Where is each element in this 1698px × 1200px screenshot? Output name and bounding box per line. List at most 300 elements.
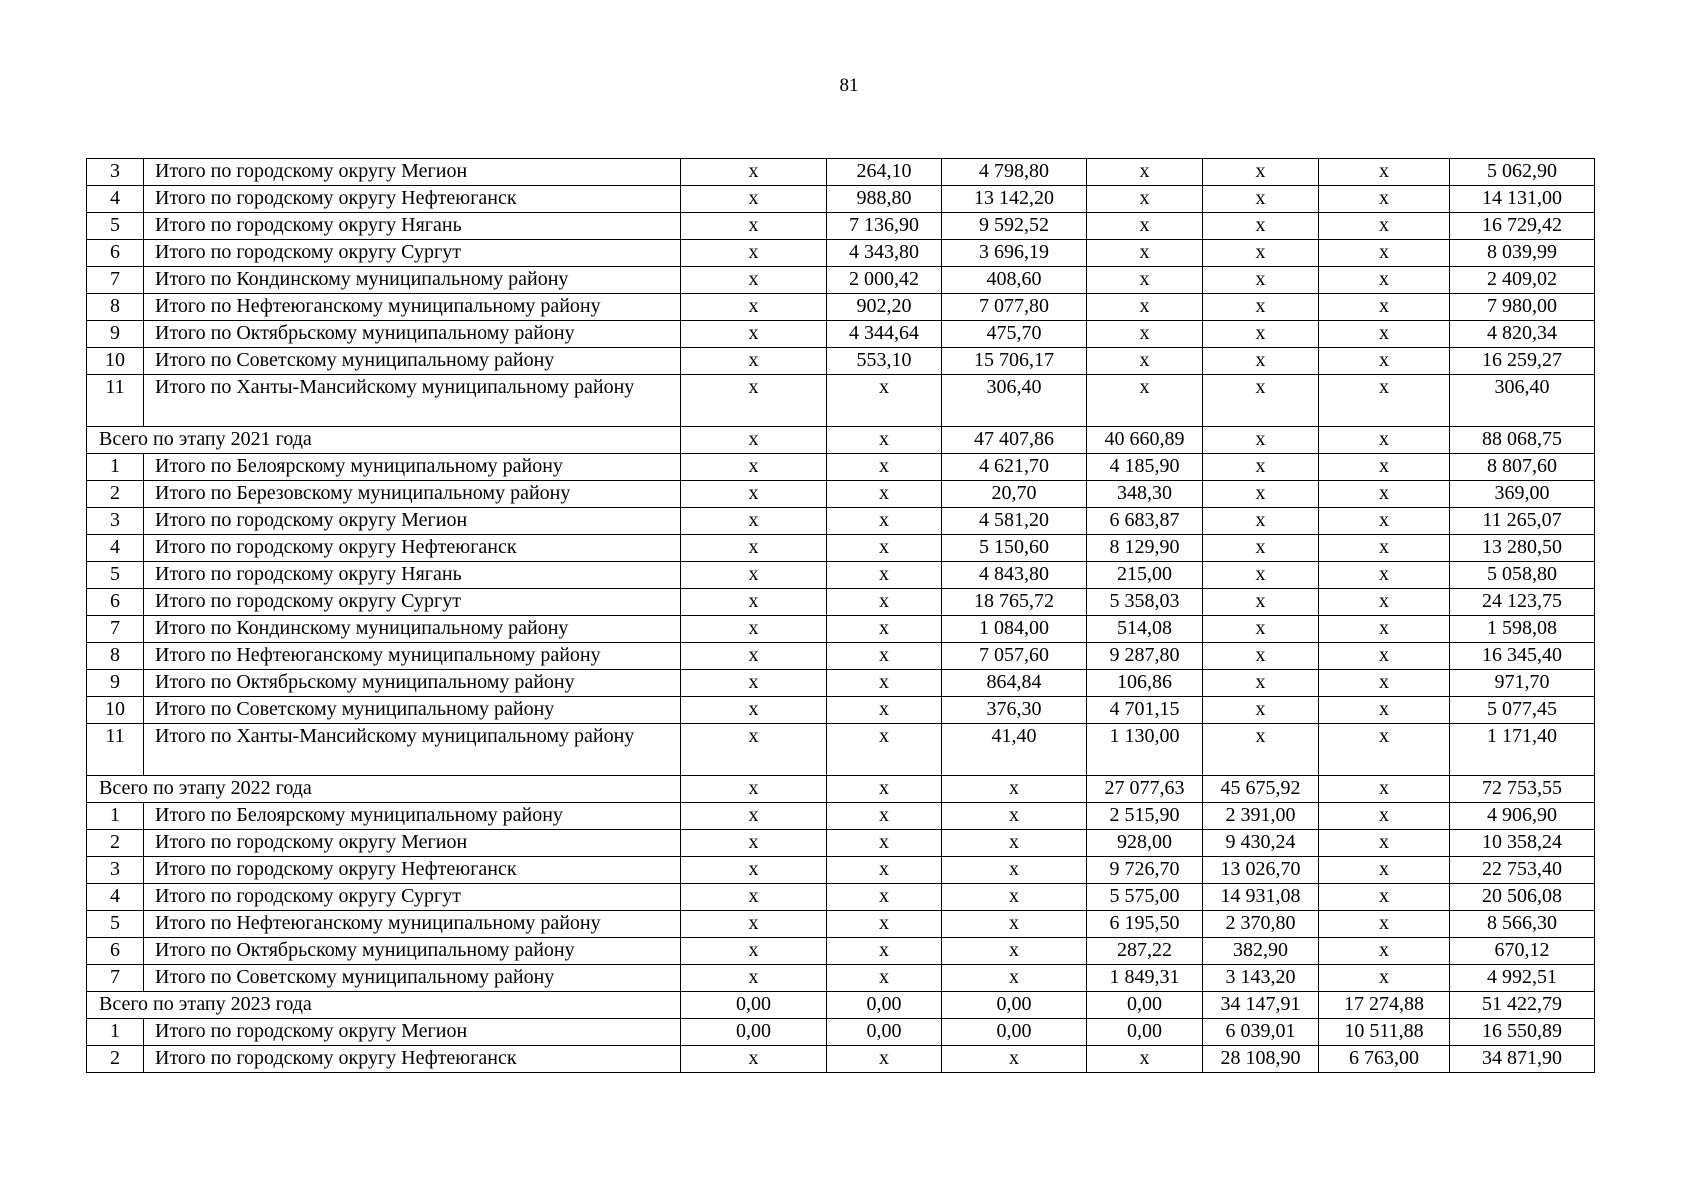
value-cell-c7: 306,40 [1450,375,1595,427]
value-cell-c1: х [681,938,827,965]
municipality-name-cell: Итого по городскому округу Мегион [144,1019,681,1046]
value-cell-c2: х [827,508,942,535]
value-cell-c5: х [1203,616,1319,643]
value-cell-c1: х [681,884,827,911]
table-row [87,643,1595,670]
subtotal-label: Всего по этапу 2022 года [87,776,681,803]
value-cell-c4: 106,86 [1087,670,1203,697]
row-number-cell: 4 [87,535,144,562]
row-number-cell: 4 [87,884,144,911]
value-cell-c4: х [1087,1046,1203,1073]
value-cell-c4: х [1087,213,1203,240]
value-cell-c3: 306,40 [942,375,1087,427]
row-number-cell: 2 [87,1046,144,1073]
value-cell-c1: х [681,589,827,616]
value-cell-c7: 1 171,40 [1450,724,1595,776]
value-cell-c1: 0,00 [681,1019,827,1046]
value-cell-c2: х [827,616,942,643]
row-number-cell: 5 [87,562,144,589]
row-number-cell: 1 [87,454,144,481]
value-cell-c6: х [1319,294,1450,321]
value-cell-c1: х [681,670,827,697]
value-cell-c1: х [681,697,827,724]
value-cell-c4: 6 683,87 [1087,508,1203,535]
value-cell-c2: х [827,562,942,589]
value-cell-c5: х [1203,159,1319,186]
value-cell-c3: х [942,830,1087,857]
value-cell-c1: х [681,481,827,508]
table-body [87,159,1595,1073]
value-cell-c6: х [1319,589,1450,616]
row-number-cell: 10 [87,697,144,724]
municipality-name-cell: Итого по городскому округу Сургут [144,884,681,911]
value-cell-c5: 13 026,70 [1203,857,1319,884]
table-row [87,375,1595,427]
table-row [87,348,1595,375]
municipality-name-cell: Итого по городскому округу Нягань [144,562,681,589]
subtotal-label: Всего по этапу 2023 года [87,992,681,1019]
value-cell-c2: х [827,965,942,992]
table-row [87,186,1595,213]
municipality-name-cell: Итого по Октябрьскому муниципальному району [144,321,681,348]
municipality-name-cell: Итого по городскому округу Сургут [144,240,681,267]
municipality-name-cell: Итого по городскому округу Нягань [144,213,681,240]
value-cell-c4: 2 515,90 [1087,803,1203,830]
value-cell-c1: х [681,186,827,213]
value-cell-c5: 6 039,01 [1203,1019,1319,1046]
value-cell-c7: 14 131,00 [1450,186,1595,213]
value-cell-c5: х [1203,589,1319,616]
row-number-cell: 2 [87,830,144,857]
value-cell-c7: 8 807,60 [1450,454,1595,481]
table-row [87,240,1595,267]
value-cell-c6: х [1319,965,1450,992]
value-cell-c6: х [1319,857,1450,884]
value-cell-c4: 4 701,15 [1087,697,1203,724]
value-cell-c2: х [827,776,942,803]
value-cell-c7: 51 422,79 [1450,992,1595,1019]
value-cell-c5: х [1203,724,1319,776]
row-number-cell: 3 [87,508,144,535]
value-cell-c7: 4 820,34 [1450,321,1595,348]
value-cell-c6: 10 511,88 [1319,1019,1450,1046]
value-cell-c7: 369,00 [1450,481,1595,508]
value-cell-c7: 16 345,40 [1450,643,1595,670]
value-cell-c3: 475,70 [942,321,1087,348]
row-number-cell: 5 [87,213,144,240]
value-cell-c4: 5 575,00 [1087,884,1203,911]
value-cell-c6: х [1319,348,1450,375]
value-cell-c3: 4 581,20 [942,508,1087,535]
value-cell-c2: 902,20 [827,294,942,321]
value-cell-c5: х [1203,294,1319,321]
value-cell-c3: 1 084,00 [942,616,1087,643]
value-cell-c6: х [1319,697,1450,724]
row-number-cell: 11 [87,375,144,427]
value-cell-c3: х [942,884,1087,911]
value-cell-c4: 8 129,90 [1087,535,1203,562]
municipality-name-cell: Итого по городскому округу Мегион [144,159,681,186]
value-cell-c7: 5 058,80 [1450,562,1595,589]
value-cell-c4: х [1087,186,1203,213]
value-cell-c7: 8 566,30 [1450,911,1595,938]
value-cell-c1: х [681,159,827,186]
value-cell-c3: 5 150,60 [942,535,1087,562]
municipality-name-cell: Итого по Березовскому муниципальному району [144,481,681,508]
row-number-cell: 6 [87,240,144,267]
value-cell-c6: х [1319,884,1450,911]
value-cell-c4: х [1087,348,1203,375]
value-cell-c1: х [681,911,827,938]
value-cell-c5: х [1203,643,1319,670]
value-cell-c4: х [1087,294,1203,321]
value-cell-c4: х [1087,267,1203,294]
value-cell-c4: х [1087,375,1203,427]
municipality-name-cell: Итого по Советскому муниципальному району [144,348,681,375]
table-row [87,670,1595,697]
value-cell-c1: х [681,776,827,803]
value-cell-c2: х [827,911,942,938]
value-cell-c3: 0,00 [942,1019,1087,1046]
subtotal-row [87,427,1595,454]
municipality-name-cell: Итого по Советскому муниципальному району [144,965,681,992]
value-cell-c1: х [681,830,827,857]
municipality-name-cell: Итого по Нефтеюганскому муниципальному району [144,294,681,321]
value-cell-c4: 348,30 [1087,481,1203,508]
value-cell-c5: х [1203,348,1319,375]
row-number-cell: 5 [87,911,144,938]
value-cell-c4: 27 077,63 [1087,776,1203,803]
value-cell-c3: 3 696,19 [942,240,1087,267]
value-cell-c1: х [681,321,827,348]
value-cell-c2: 553,10 [827,348,942,375]
value-cell-c7: 16 550,89 [1450,1019,1595,1046]
value-cell-c1: х [681,508,827,535]
table-row [87,508,1595,535]
value-cell-c6: х [1319,803,1450,830]
value-cell-c7: 16 729,42 [1450,213,1595,240]
value-cell-c2: 4 344,64 [827,321,942,348]
row-number-cell: 7 [87,965,144,992]
value-cell-c2: 0,00 [827,1019,942,1046]
value-cell-c4: х [1087,321,1203,348]
municipality-name-cell: Итого по городскому округу Нефтеюганск [144,1046,681,1073]
value-cell-c2: х [827,803,942,830]
value-cell-c5: 2 370,80 [1203,911,1319,938]
value-cell-c2: 988,80 [827,186,942,213]
municipality-name-cell: Итого по Нефтеюганскому муниципальному району [144,643,681,670]
value-cell-c7: 7 980,00 [1450,294,1595,321]
table-row [87,884,1595,911]
value-cell-c5: 382,90 [1203,938,1319,965]
value-cell-c2: 264,10 [827,159,942,186]
value-cell-c7: 13 280,50 [1450,535,1595,562]
value-cell-c7: 24 123,75 [1450,589,1595,616]
value-cell-c4: 0,00 [1087,992,1203,1019]
table-row [87,454,1595,481]
value-cell-c6: х [1319,427,1450,454]
value-cell-c3: х [942,965,1087,992]
value-cell-c5: 2 391,00 [1203,803,1319,830]
table-row [87,697,1595,724]
value-cell-c7: 22 753,40 [1450,857,1595,884]
table-row [87,965,1595,992]
municipality-name-cell: Итого по городскому округу Нефтеюганск [144,535,681,562]
value-cell-c2: х [827,589,942,616]
value-cell-c2: х [827,724,942,776]
value-cell-c4: 0,00 [1087,1019,1203,1046]
municipality-name-cell: Итого по Ханты-Мансийскому муниципальному району [144,375,681,427]
value-cell-c6: х [1319,938,1450,965]
value-cell-c2: 0,00 [827,992,942,1019]
value-cell-c4: 5 358,03 [1087,589,1203,616]
value-cell-c1: х [681,240,827,267]
value-cell-c1: х [681,213,827,240]
value-cell-c3: х [942,803,1087,830]
subtotal-label: Всего по этапу 2021 года [87,427,681,454]
value-cell-c6: х [1319,186,1450,213]
value-cell-c5: х [1203,454,1319,481]
row-number-cell: 7 [87,267,144,294]
value-cell-c6: 6 763,00 [1319,1046,1450,1073]
municipality-name-cell: Итого по Кондинскому муниципальному району [144,267,681,294]
table-row [87,1046,1595,1073]
value-cell-c5: 9 430,24 [1203,830,1319,857]
value-cell-c7: 5 077,45 [1450,697,1595,724]
row-number-cell: 7 [87,616,144,643]
value-cell-c6: х [1319,724,1450,776]
value-cell-c6: х [1319,321,1450,348]
value-cell-c5: х [1203,267,1319,294]
value-cell-c6: х [1319,830,1450,857]
value-cell-c2: х [827,884,942,911]
table-row [87,724,1595,776]
value-cell-c6: 17 274,88 [1319,992,1450,1019]
value-cell-c7: 4 906,90 [1450,803,1595,830]
value-cell-c5: х [1203,240,1319,267]
value-cell-c1: х [681,375,827,427]
table-row [87,159,1595,186]
value-cell-c7: 88 068,75 [1450,427,1595,454]
municipality-name-cell: Итого по городскому округу Сургут [144,589,681,616]
value-cell-c6: х [1319,670,1450,697]
table-row [87,616,1595,643]
value-cell-c4: 4 185,90 [1087,454,1203,481]
value-cell-c6: х [1319,267,1450,294]
value-cell-c7: 670,12 [1450,938,1595,965]
value-cell-c3: 47 407,86 [942,427,1087,454]
subtotal-row [87,992,1595,1019]
value-cell-c5: х [1203,375,1319,427]
value-cell-c5: х [1203,186,1319,213]
value-cell-c6: х [1319,776,1450,803]
value-cell-c6: х [1319,159,1450,186]
value-cell-c3: х [942,1046,1087,1073]
value-cell-c1: х [681,803,827,830]
value-cell-c4: х [1087,240,1203,267]
value-cell-c3: 376,30 [942,697,1087,724]
row-number-cell: 9 [87,670,144,697]
value-cell-c5: х [1203,535,1319,562]
table-row [87,267,1595,294]
municipality-name-cell: Итого по Ханты-Мансийскому муниципальному району [144,724,681,776]
value-cell-c5: 3 143,20 [1203,965,1319,992]
value-cell-c4: 1 849,31 [1087,965,1203,992]
table-row [87,535,1595,562]
row-number-cell: 4 [87,186,144,213]
table-row [87,562,1595,589]
value-cell-c5: х [1203,481,1319,508]
value-cell-c6: х [1319,911,1450,938]
municipality-name-cell: Итого по Советскому муниципальному району [144,697,681,724]
value-cell-c2: 2 000,42 [827,267,942,294]
table-row [87,803,1595,830]
value-cell-c3: 7 077,80 [942,294,1087,321]
municipality-name-cell: Итого по Нефтеюганскому муниципальному району [144,911,681,938]
value-cell-c4: х [1087,159,1203,186]
value-cell-c5: х [1203,321,1319,348]
value-cell-c1: х [681,857,827,884]
value-cell-c1: х [681,427,827,454]
value-cell-c1: х [681,267,827,294]
value-cell-c1: х [681,294,827,321]
value-cell-c6: х [1319,240,1450,267]
municipality-name-cell: Итого по городскому округу Нефтеюганск [144,186,681,213]
value-cell-c1: х [681,724,827,776]
subtotal-row [87,776,1595,803]
value-cell-c4: 6 195,50 [1087,911,1203,938]
municipality-name-cell: Итого по городскому округу Мегион [144,830,681,857]
table-row [87,589,1595,616]
value-cell-c7: 1 598,08 [1450,616,1595,643]
municipality-name-cell: Итого по Белоярскому муниципальному району [144,803,681,830]
value-cell-c3: 9 592,52 [942,213,1087,240]
value-cell-c5: 28 108,90 [1203,1046,1319,1073]
table-row [87,481,1595,508]
value-cell-c1: х [681,965,827,992]
table-row [87,830,1595,857]
value-cell-c2: х [827,481,942,508]
value-cell-c7: 2 409,02 [1450,267,1595,294]
row-number-cell: 8 [87,643,144,670]
value-cell-c2: х [827,697,942,724]
value-cell-c2: х [827,454,942,481]
value-cell-c5: х [1203,562,1319,589]
municipality-name-cell: Итого по городскому округу Нефтеюганск [144,857,681,884]
value-cell-c2: х [827,427,942,454]
value-cell-c5: х [1203,670,1319,697]
table-row [87,294,1595,321]
value-cell-c2: х [827,857,942,884]
value-cell-c2: х [827,375,942,427]
municipality-name-cell: Итого по городскому округу Мегион [144,508,681,535]
value-cell-c5: х [1203,697,1319,724]
value-cell-c7: 10 358,24 [1450,830,1595,857]
value-cell-c7: 11 265,07 [1450,508,1595,535]
value-cell-c2: х [827,670,942,697]
value-cell-c5: х [1203,427,1319,454]
value-cell-c1: х [681,348,827,375]
page-number: 81 [839,75,859,96]
value-cell-c3: 18 765,72 [942,589,1087,616]
value-cell-c2: х [827,938,942,965]
value-cell-c4: 514,08 [1087,616,1203,643]
row-number-cell: 3 [87,159,144,186]
value-cell-c7: 72 753,55 [1450,776,1595,803]
value-cell-c4: 287,22 [1087,938,1203,965]
value-cell-c3: х [942,857,1087,884]
value-cell-c5: х [1203,213,1319,240]
value-cell-c1: х [681,616,827,643]
row-number-cell: 6 [87,938,144,965]
value-cell-c5: х [1203,508,1319,535]
value-cell-c6: х [1319,454,1450,481]
value-cell-c3: х [942,911,1087,938]
municipality-name-cell: Итого по Октябрьскому муниципальному району [144,670,681,697]
row-number-cell: 3 [87,857,144,884]
value-cell-c4: 40 660,89 [1087,427,1203,454]
value-cell-c3: 4 798,80 [942,159,1087,186]
table-row [87,321,1595,348]
value-cell-c6: х [1319,616,1450,643]
value-cell-c6: х [1319,213,1450,240]
value-cell-c3: 7 057,60 [942,643,1087,670]
value-cell-c7: 5 062,90 [1450,159,1595,186]
municipality-name-cell: Итого по Кондинскому муниципальному району [144,616,681,643]
value-cell-c7: 34 871,90 [1450,1046,1595,1073]
value-cell-c4: 9 726,70 [1087,857,1203,884]
row-number-cell: 10 [87,348,144,375]
row-number-cell: 11 [87,724,144,776]
row-number-cell: 6 [87,589,144,616]
municipality-name-cell: Итого по Октябрьскому муниципальному району [144,938,681,965]
table-row [87,911,1595,938]
value-cell-c3: 13 142,20 [942,186,1087,213]
data-table [86,158,1595,1073]
value-cell-c7: 16 259,27 [1450,348,1595,375]
row-number-cell: 8 [87,294,144,321]
value-cell-c2: 4 343,80 [827,240,942,267]
value-cell-c6: х [1319,643,1450,670]
value-cell-c2: х [827,643,942,670]
value-cell-c6: х [1319,562,1450,589]
value-cell-c4: 1 130,00 [1087,724,1203,776]
row-number-cell: 2 [87,481,144,508]
value-cell-c3: 4 621,70 [942,454,1087,481]
value-cell-c5: 34 147,91 [1203,992,1319,1019]
value-cell-c2: х [827,1046,942,1073]
value-cell-c4: 215,00 [1087,562,1203,589]
value-cell-c3: х [942,776,1087,803]
value-cell-c3: х [942,938,1087,965]
value-cell-c1: х [681,454,827,481]
value-cell-c3: 4 843,80 [942,562,1087,589]
value-cell-c1: 0,00 [681,992,827,1019]
value-cell-c3: 408,60 [942,267,1087,294]
value-cell-c1: х [681,535,827,562]
value-cell-c5: 45 675,92 [1203,776,1319,803]
value-cell-c6: х [1319,375,1450,427]
value-cell-c6: х [1319,481,1450,508]
value-cell-c3: 41,40 [942,724,1087,776]
value-cell-c1: х [681,643,827,670]
table-row [87,213,1595,240]
value-cell-c3: 20,70 [942,481,1087,508]
value-cell-c5: 14 931,08 [1203,884,1319,911]
value-cell-c6: х [1319,535,1450,562]
value-cell-c2: х [827,535,942,562]
value-cell-c1: х [681,562,827,589]
